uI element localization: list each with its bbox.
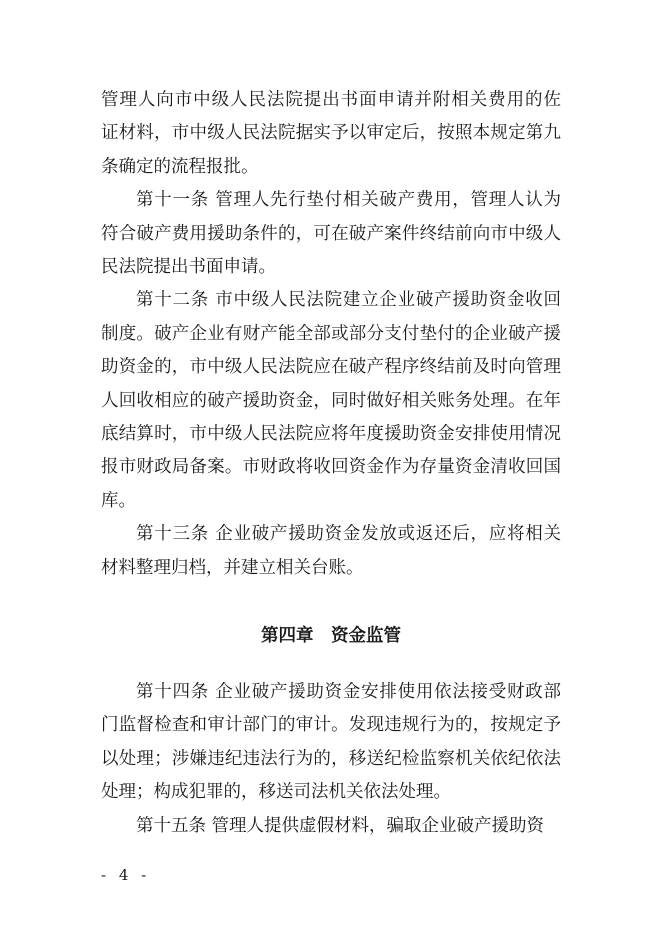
paragraph-line: 管理人向市中级人民法院提出书面申请并附相关费用的佐 (101, 90, 561, 110)
paragraph-line: 库。 (101, 490, 136, 511)
paragraph-line: 人回收相应的破产援助资金，同时做好相关账务处理。在年 (101, 390, 561, 411)
paragraph-line: 符合破产费用援助条件的，可在破产案件终结前向市中级人 (101, 223, 561, 244)
paragraph-line: 底结算时，市中级人民法院应将年度援助资金安排使用情况 (101, 424, 561, 444)
paragraph-line: 门监督检查和审计部门的审计。发现违规行为的，按规定予 (101, 715, 561, 736)
paragraph-line: 材料整理归档，并建立相关台账。 (101, 557, 364, 578)
paragraph-line: 处理；构成犯罪的，移送司法机关依法处理。 (101, 782, 451, 803)
paragraph-line: 第十五条 管理人提供虚假材料，骗取企业破产援助资 (136, 815, 545, 836)
paragraph-line: 以处理；涉嫌违纪违法行为的，移送纪检监察机关依纪依法 (101, 748, 561, 769)
paragraph-line: 条确定的流程报批。 (101, 156, 259, 177)
page-number: - 4 - (101, 866, 151, 884)
chapter-heading: 第四章 资金监管 (261, 626, 401, 646)
paragraph-line: 证材料，市中级人民法院据实予以审定后，按照本规定第九 (101, 123, 561, 144)
paragraph-line: 第十一条 管理人先行垫付相关破产费用，管理人认为 (136, 190, 561, 211)
paragraph-line: 报市财政局备案。市财政将收回资金作为存量资金清收回国 (101, 457, 561, 478)
paragraph-line: 第十二条 市中级人民法院建立企业破产援助资金收回 (136, 290, 561, 311)
paragraph-line: 民法院提出书面申请。 (101, 257, 276, 277)
paragraph-line: 制度。破产企业有财产能全部或部分支付垫付的企业破产援 (101, 323, 561, 344)
paragraph-line: 助资金的，市中级人民法院应在破产程序终结前及时向管理 (101, 357, 561, 378)
paragraph-line: 第十三条 企业破产援助资金发放或返还后，应将相关 (136, 524, 561, 545)
paragraph-line: 第十四条 企业破产援助资金安排使用依法接受财政部 (136, 682, 561, 702)
